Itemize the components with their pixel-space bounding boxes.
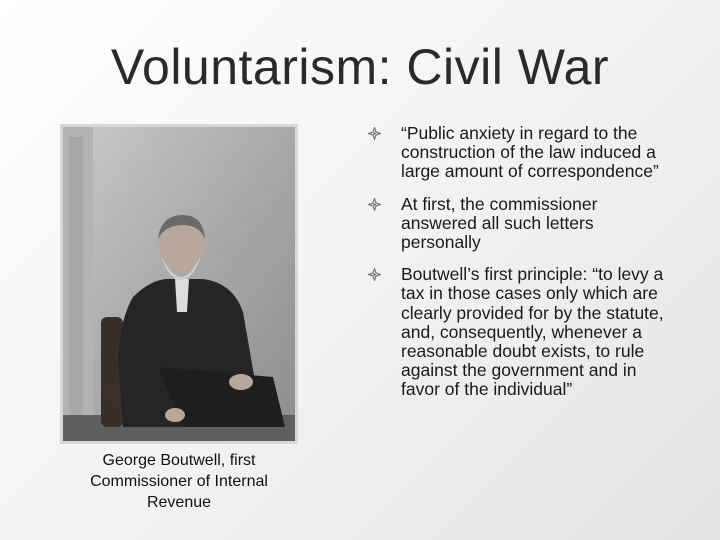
bullet-text: “Public anxiety in regard to the construction of the law induced a large amount of correspondence” xyxy=(401,123,659,182)
bullet-item xyxy=(368,124,668,182)
bullet-list xyxy=(368,124,668,413)
portrait-illustration xyxy=(63,127,295,441)
four-petal-bullet-icon xyxy=(368,268,381,281)
bullet-item xyxy=(368,265,668,399)
slide-title: Voluntarism: Civil War xyxy=(110,39,610,95)
four-petal-bullet-icon xyxy=(368,198,381,211)
four-petal-bullet-icon xyxy=(368,127,381,140)
bullet-text: Boutwell’s first principle: “to levy a tax in those cases only which are clearly provided for by the statute, and, consequently, whenever a reasonable doubt exists, to rule against the government and in favor of the individual” xyxy=(401,264,664,400)
portrait-photo xyxy=(60,124,298,444)
bullet-text: At first, the commissioner answered all such letters personally xyxy=(401,193,598,253)
photo-caption: George Boutwell, first Commissioner of Internal Revenue xyxy=(90,452,268,511)
bullet-item xyxy=(368,195,668,253)
